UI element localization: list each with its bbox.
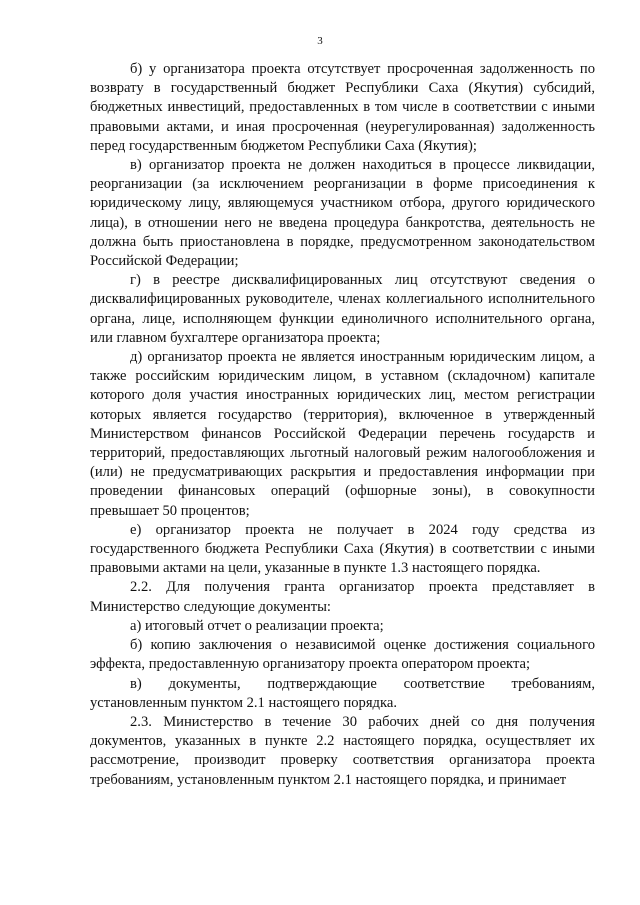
paragraph-v-liquidation: в) организатор проекта не должен находиться в процессе ликвидации, реорганизации (за исключением реорганизации в форме присоединения к юридическому лицу, являющемуся участником отбора, другого юридического лица), в отношении него не введена процедура банкротства, деятельность не должна быть приостановлена в порядке, предусмотренном законодательством Российской Федерации; — [90, 157, 595, 270]
list-item-v-compliance: в) документы, подтверждающие соответствие требованиям, установленным пунктом 2.1 настоящего порядка. — [90, 675, 595, 711]
paragraph-2-3-review: 2.3. Министерство в течение 30 рабочих дней со дня получения документов, указанных в пункте 2.2 настоящего порядка, осуществляет их рассмотрение, производит проверку соответствия организатора проекта требованиям, установленным пунктом 2.1 настоящего порядка, и принимает — [90, 713, 595, 788]
list-item-a-final-report: а) итоговый отчет о реализации проекта; — [130, 617, 384, 634]
paragraph-d-foreign-entity: д) организатор проекта не является иностранным юридическим лицом, а также российским юридическим лицом, в уставном (складочном) капитале которого доля участия иностранных юридических лиц, местом регистрации которых является государство (территория), включенное в утвержденный Министерством финансов Российской Федерации перечень государств и территорий, предоставляющих льготный налоговый режим налогообложения и (или) не предусматривающих раскрытия и предоставления информации при проведении финансовых операций (офшорные зоны), в совокупности превышает 50 процентов; — [90, 349, 595, 519]
paragraph-2-2-documents: 2.2. Для получения гранта организатор проекта представляет в Министерство следующие документы: — [90, 579, 595, 615]
page-number: 3 — [317, 35, 323, 47]
paragraph-g-disqualified: г) в реестре дисквалифицированных лиц отсутствуют сведения о дисквалифицированных руководителе, членах коллегиального исполнительного органа, лице, исполняющем функции единоличного исполнительного органа, или главном бухгалтере организатора проекта; — [90, 272, 595, 346]
list-item-b-assessment: б) копию заключения о независимой оценке достижения социального эффекта, предоставленную организатору проекта оператором проекта; — [90, 637, 595, 673]
document-body — [90, 60, 595, 790]
paragraph-b-debt: б) у организатора проекта отсутствует просроченная задолженность по возврату в государственный бюджет Республики Саха (Якутия) субсидий, бюджетных инвестиций, предоставленных в том числе в соответствии с иными правовыми актами, и иная просроченная (неурегулированная) задолженность перед государственным бюджетом Республики Саха (Якутия); — [90, 61, 595, 154]
paragraph-e-other-funding: е) организатор проекта не получает в 2024 году средства из государственного бюджета Республики Саха (Якутия) в соответствии с иными правовыми актами на цели, указанные в пункте 1.3 настоящего порядка. — [90, 521, 595, 577]
